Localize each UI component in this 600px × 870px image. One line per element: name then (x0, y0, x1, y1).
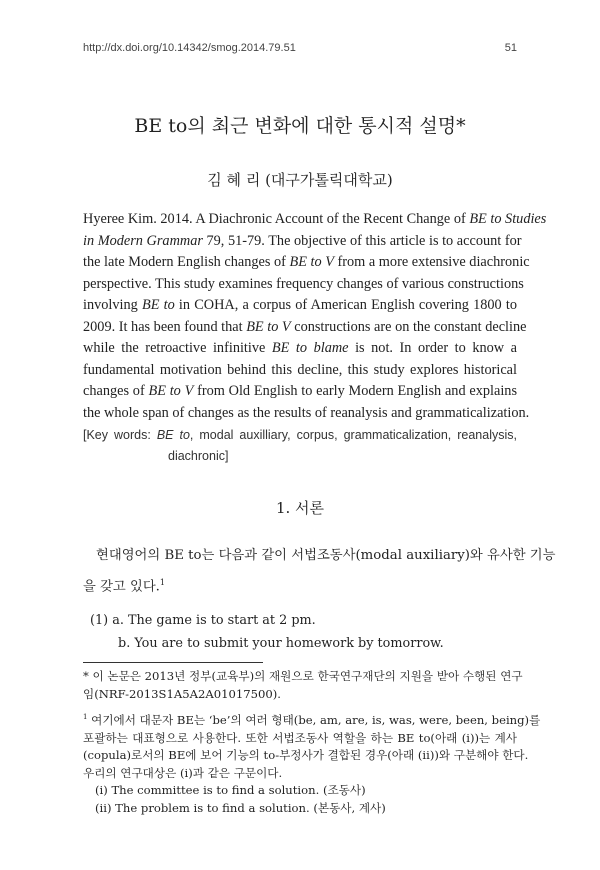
abstract-line (83, 295, 517, 317)
footnote-1-line: (copula)로서의 BE에 보어 기능의 to-부정사가 결합된 경우(아래 (ii))와 구분해야 한다. (83, 748, 529, 763)
body-line: 을 갖고 있다. (83, 579, 160, 595)
paper-title: BE to의 최근 변화에 대한 통시적 설명* (134, 115, 466, 137)
abstract-italic-term: in Modern Grammar (83, 232, 203, 249)
footnote-divider (83, 662, 263, 663)
doi-link[interactable]: http://dx.doi.org/10.14342/smog.2014.79.51 (83, 42, 296, 54)
abstract-text: the whole span of changes as the results of reanalysis and grammaticalization. (83, 404, 530, 421)
footnote-star-line: 임(NRF-2013S1A5A2A01017500). (83, 686, 281, 701)
abstract-text: fundamental motivation behind this decline, this study explores historical (83, 361, 517, 378)
abstract-text: from a more extensive diachronic (333, 254, 530, 270)
abstract-line (83, 381, 517, 403)
abstract-line (83, 274, 524, 296)
footnote-example-ii: (ii) The problem is to find a solution. (본동사, 계사) (95, 801, 386, 816)
abstract-italic-term: BE to blame (271, 340, 349, 356)
abstract-text: 79, 51-79. The objective of this article is to account for (202, 232, 522, 249)
abstract-line (83, 209, 547, 231)
abstract-text: is not. In order to know a (348, 340, 517, 356)
abstract-text: 2009. It has been found that (83, 318, 247, 335)
abstract-text: changes of (83, 383, 149, 399)
footnotes (83, 668, 541, 818)
example-b: b. You are to submit your homework by tomorrow. (118, 636, 444, 651)
abstract-line (83, 360, 517, 382)
abstract-text: in COHA, a corpus of American English covering 1800 to (174, 297, 517, 313)
abstract-line (83, 338, 517, 360)
abstract-line (83, 231, 522, 253)
abstract-italic-term: BE to V (148, 383, 194, 399)
abstract-text: Hyeree Kim. 2014. A Diachronic Account of the Recent Change of (83, 211, 470, 227)
keyword-be-to: BE to (156, 428, 190, 442)
abstract-text: involving (83, 297, 142, 313)
abstract-line (83, 252, 530, 274)
abstract-italic-term: BE to V (246, 318, 291, 335)
examples (90, 609, 444, 655)
footnote-1-line: 우리의 연구대상은 (i)과 같은 구문이다. (83, 765, 283, 780)
keywords-rest: , modal auxilliary, corpus, grammaticalization, reanalysis, (189, 428, 517, 442)
abstract-text: from Old English to early Modern English and explains (193, 383, 518, 399)
body-line: 현대영어의 BE to는 다음과 같이 서법조동사(modal auxiliary)와 유사한 기능 (96, 548, 556, 563)
author-affiliation: 김 혜 리 (대구가톨릭대학교) (207, 171, 393, 189)
footnote-example-i: (i) The committee is to find a solution. (조동사) (95, 783, 366, 798)
abstract-text: perspective. This study examines frequency changes of various constructions (83, 275, 524, 292)
section-heading: 1. 서론 (275, 499, 325, 517)
footnote-mark: 1 (83, 713, 88, 722)
footnote-ref[interactable]: 1 (159, 578, 165, 587)
abstract-italic-term: BE to Studies (469, 211, 547, 227)
footnote-1-line: 여기에서 대문자 BE는 ‘be’의 여러 형태(be, am, are, is, was, were, been, being)를 (87, 713, 541, 728)
abstract-text: while the retroactive infinitive (83, 340, 272, 356)
keywords (83, 425, 517, 467)
body-paragraph (83, 542, 556, 600)
abstract-italic-term: BE to (141, 297, 175, 313)
abstract-italic-term: BE to V (289, 254, 334, 270)
abstract (83, 209, 547, 424)
footnote-1-line: 포괄하는 대표형으로 사용한다. 또한 서법조동사 역할을 하는 BE to(아래 (i))는 계사 (83, 730, 517, 745)
abstract-text: the late Modern English changes of (83, 254, 290, 270)
abstract-text: constructions are on the constant decline (290, 318, 527, 335)
abstract-line (83, 403, 530, 425)
abstract-line (83, 317, 527, 339)
keywords-label: [Key words: (83, 428, 157, 442)
example-a: (1) a. The game is to start at 2 pm. (90, 613, 316, 628)
page-number: 51 (504, 42, 517, 54)
footnote-star-line: * 이 논문은 2013년 정부(교육부)의 재원으로 한국연구재단의 지원을 받아 수행된 연구 (83, 669, 523, 683)
keywords-line2: diachronic] (168, 449, 229, 463)
